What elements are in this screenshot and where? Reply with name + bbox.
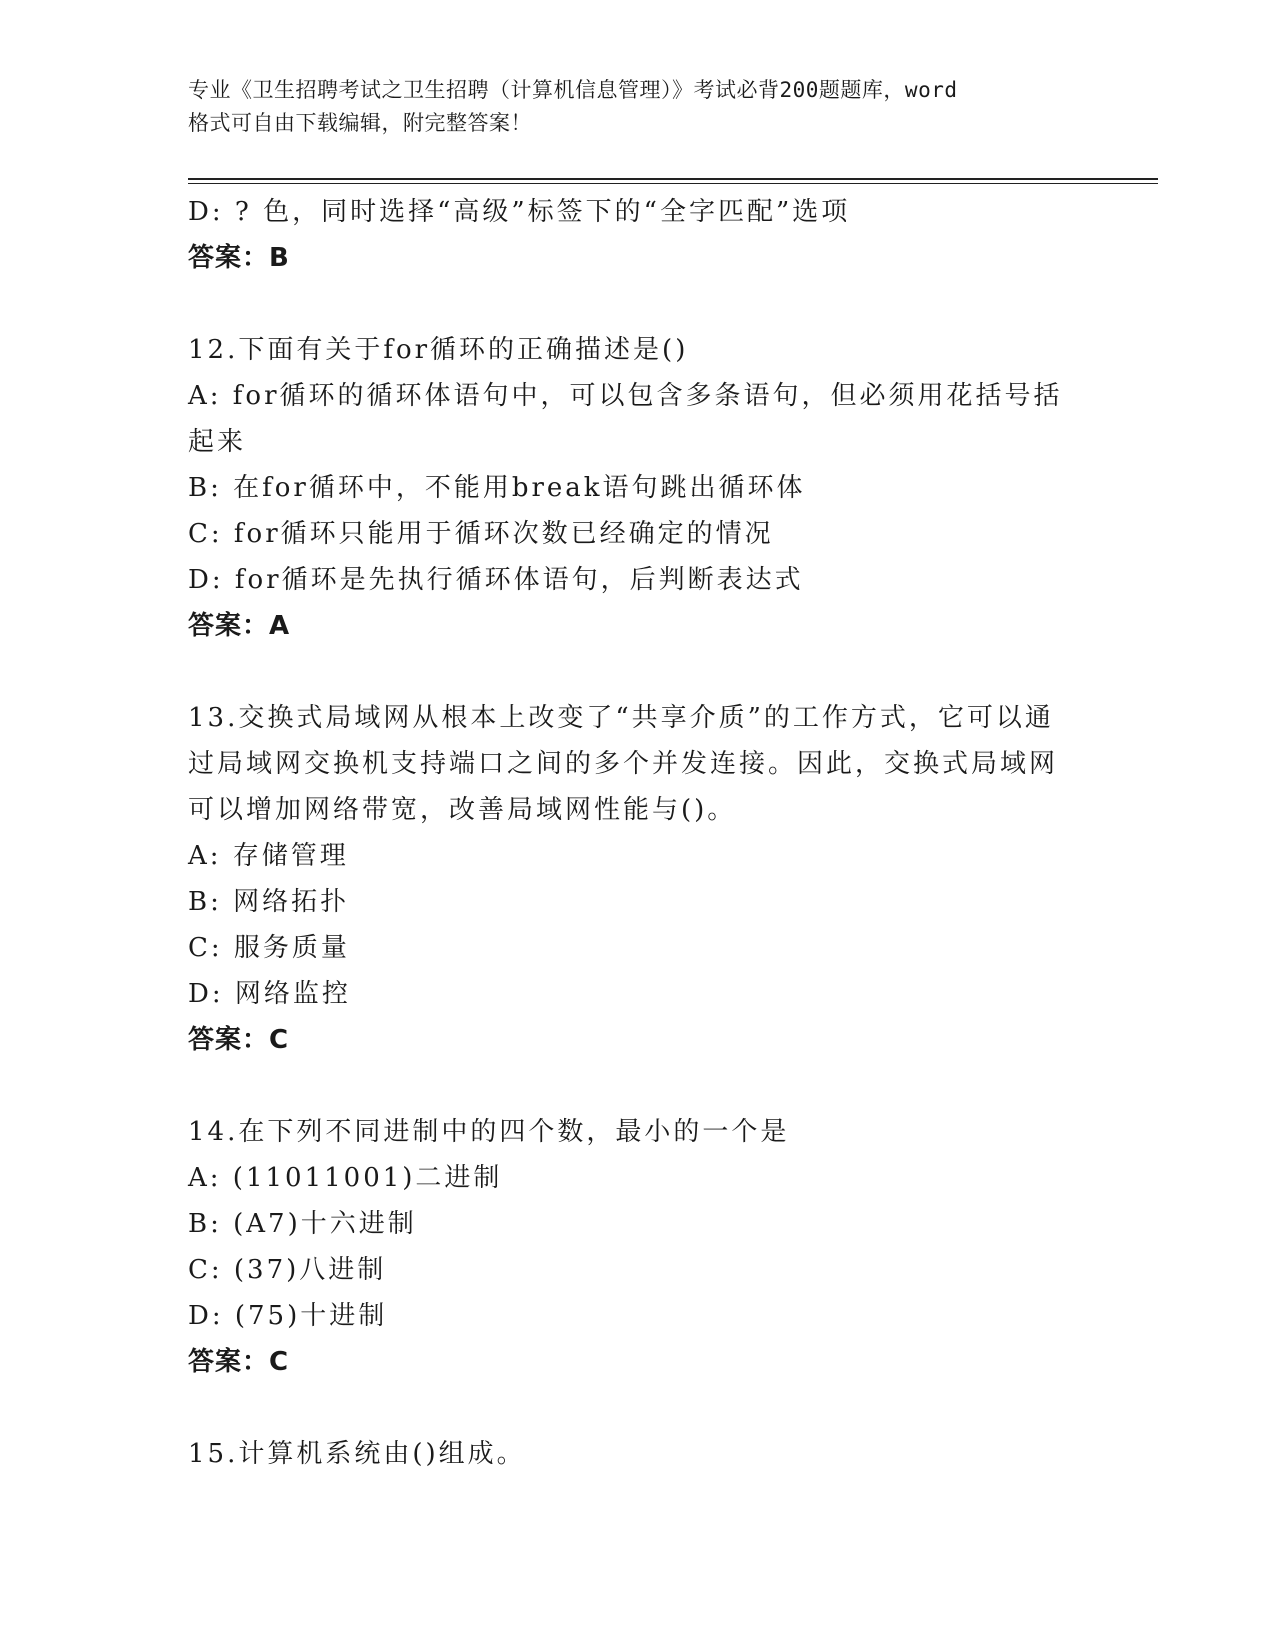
header-rule-thick [188,178,1158,180]
header-line-2: 格式可自由下载编辑，附完整答案！ [188,111,532,135]
question-block-15 [188,1431,1088,1477]
spacer [188,649,1088,695]
option-c: C: 服务质量 [188,933,350,963]
page-header [188,74,1088,140]
question-list [188,189,1088,1477]
question-block-prev [188,189,1088,281]
question-block-13 [188,695,1088,1063]
question-stem-continued: 可以增加网络带宽，改善局域网性能与()。 [188,795,737,825]
question-stem: 12.下面有关于for循环的正确描述是() [188,335,689,365]
option-d: D: (75)十进制 [188,1301,388,1331]
header-line-1: 专业《卫生招聘考试之卫生招聘（计算机信息管理）》考试必背200题题库，word [188,78,958,102]
answer-line: 答案：B [188,243,290,273]
question-stem: 13.交换式局域网从根本上改变了“共享介质”的工作方式，它可以通 [188,703,1054,733]
answer-line: 答案：A [188,611,291,641]
option-b: B: (A7)十六进制 [188,1209,417,1239]
question-block-12 [188,327,1088,649]
option-a: A: 存储管理 [188,841,349,871]
option-d: D: ? 色，同时选择“高级”标签下的“全字匹配”选项 [188,197,851,227]
option-c: C: for循环只能用于循环次数已经确定的情况 [188,519,774,549]
option-a: A: for循环的循环体语句中，可以包含多条语句，但必须用花括号括 [188,381,1063,411]
spacer [188,1385,1088,1431]
option-a: A: (11011001)二进制 [188,1163,503,1193]
header-rule-thin [188,183,1158,184]
question-stem: 15.计算机系统由()组成。 [188,1439,526,1469]
option-a-continued: 起来 [188,427,247,457]
option-d: D: for循环是先执行循环体语句，后判断表达式 [188,565,804,595]
option-c: C: (37)八进制 [188,1255,387,1285]
spacer [188,1063,1088,1109]
option-b: B: 网络拓扑 [188,887,350,917]
question-block-14 [188,1109,1088,1385]
question-stem-continued: 过局域网交换机支持端口之间的多个并发连接。因此，交换式局域网 [188,749,1059,779]
answer-line: 答案：C [188,1025,290,1055]
question-stem: 14.在下列不同进制中的四个数，最小的一个是 [188,1117,790,1147]
answer-line: 答案：C [188,1347,290,1377]
spacer [188,281,1088,327]
option-b: B: 在for循环中，不能用break语句跳出循环体 [188,473,806,503]
option-d: D: 网络监控 [188,979,351,1009]
